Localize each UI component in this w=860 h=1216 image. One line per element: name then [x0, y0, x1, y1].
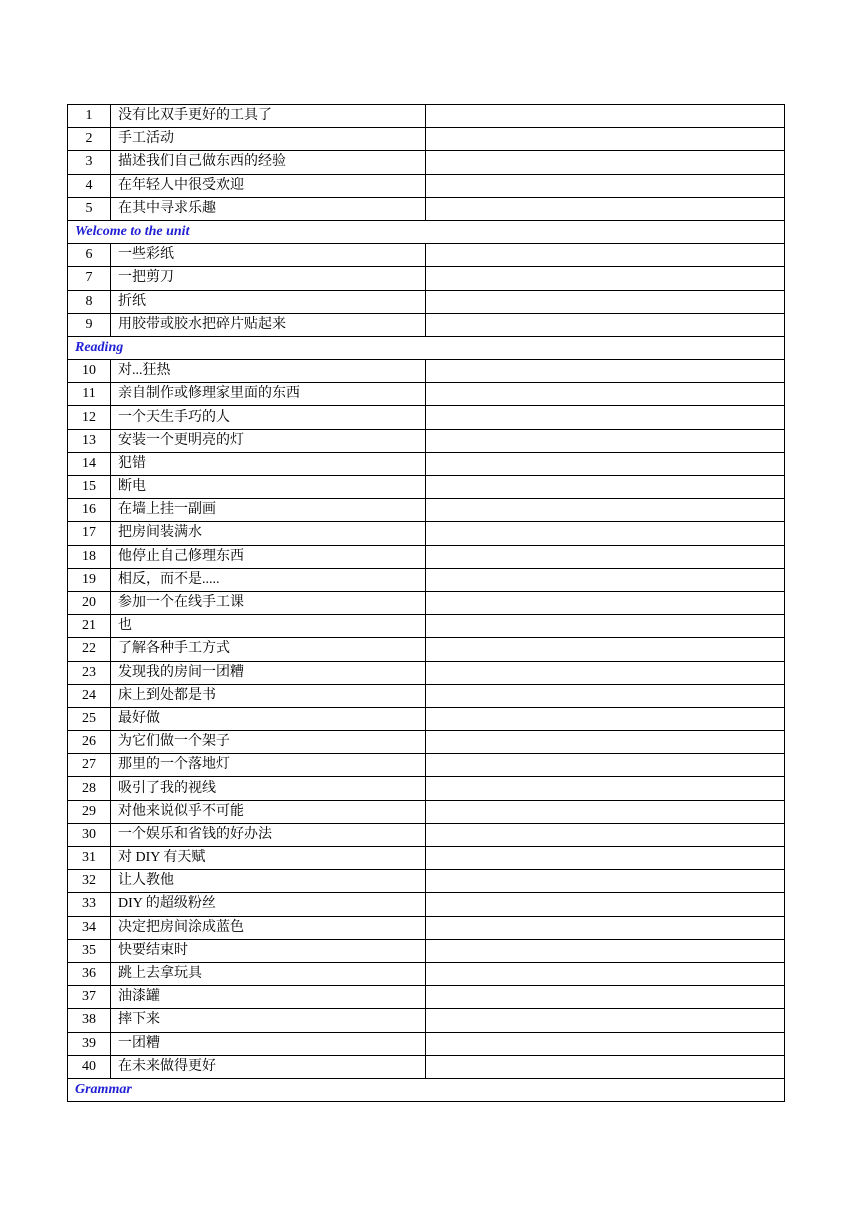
item-number: 9 [68, 313, 111, 336]
item-number: 31 [68, 847, 111, 870]
answer-blank-cell [426, 591, 785, 614]
item-number: 3 [68, 151, 111, 174]
item-number: 12 [68, 406, 111, 429]
answer-blank-cell [426, 244, 785, 267]
answer-blank-cell [426, 383, 785, 406]
table-row [68, 244, 785, 267]
answer-blank-cell [426, 290, 785, 313]
item-number: 29 [68, 800, 111, 823]
item-number: 4 [68, 174, 111, 197]
item-number: 17 [68, 522, 111, 545]
table-row [68, 105, 785, 128]
chinese-phrase: 犯错 [111, 452, 426, 475]
chinese-phrase: 跳上去拿玩具 [111, 962, 426, 985]
chinese-phrase: 参加一个在线手工课 [111, 591, 426, 614]
table-row [68, 916, 785, 939]
item-number: 36 [68, 962, 111, 985]
section-title: Welcome to the unit [68, 220, 785, 243]
answer-blank-cell [426, 1009, 785, 1032]
chinese-phrase: 用胶带或胶水把碎片贴起来 [111, 313, 426, 336]
section-header-row [68, 336, 785, 359]
item-number: 11 [68, 383, 111, 406]
chinese-phrase: 油漆罐 [111, 986, 426, 1009]
answer-blank-cell [426, 847, 785, 870]
section-header-row [68, 1078, 785, 1101]
chinese-phrase: 亲自制作或修理家里面的东西 [111, 383, 426, 406]
table-row [68, 383, 785, 406]
item-number: 26 [68, 731, 111, 754]
section-header-row [68, 220, 785, 243]
chinese-phrase: 一团糟 [111, 1032, 426, 1055]
table-row [68, 684, 785, 707]
table-row [68, 962, 785, 985]
table-row [68, 406, 785, 429]
chinese-phrase: 快要结束时 [111, 939, 426, 962]
answer-blank-cell [426, 568, 785, 591]
item-number: 5 [68, 197, 111, 220]
table-row [68, 638, 785, 661]
chinese-phrase: 在其中寻求乐趣 [111, 197, 426, 220]
chinese-phrase: 安装一个更明亮的灯 [111, 429, 426, 452]
chinese-phrase: 一个天生手巧的人 [111, 406, 426, 429]
table-row [68, 1032, 785, 1055]
table-row [68, 452, 785, 475]
table-row [68, 313, 785, 336]
answer-blank-cell [426, 823, 785, 846]
chinese-phrase: 把房间装满水 [111, 522, 426, 545]
item-number: 18 [68, 545, 111, 568]
chinese-phrase: 吸引了我的视线 [111, 777, 426, 800]
item-number: 39 [68, 1032, 111, 1055]
item-number: 34 [68, 916, 111, 939]
answer-blank-cell [426, 151, 785, 174]
item-number: 20 [68, 591, 111, 614]
answer-blank-cell [426, 731, 785, 754]
chinese-phrase: 决定把房间涂成蓝色 [111, 916, 426, 939]
table-row [68, 522, 785, 545]
answer-blank-cell [426, 754, 785, 777]
item-number: 1 [68, 105, 111, 128]
answer-blank-cell [426, 638, 785, 661]
chinese-phrase: 对 DIY 有天赋 [111, 847, 426, 870]
item-number: 37 [68, 986, 111, 1009]
table-row [68, 290, 785, 313]
table-row [68, 591, 785, 614]
item-number: 2 [68, 128, 111, 151]
chinese-phrase: 折纸 [111, 290, 426, 313]
table-row [68, 800, 785, 823]
table-row [68, 360, 785, 383]
answer-blank-cell [426, 522, 785, 545]
item-number: 35 [68, 939, 111, 962]
item-number: 10 [68, 360, 111, 383]
item-number: 28 [68, 777, 111, 800]
answer-blank-cell [426, 1055, 785, 1078]
table-row [68, 568, 785, 591]
chinese-phrase: 了解各种手工方式 [111, 638, 426, 661]
chinese-phrase: 他停止自己修理东西 [111, 545, 426, 568]
answer-blank-cell [426, 267, 785, 290]
item-number: 32 [68, 870, 111, 893]
answer-blank-cell [426, 661, 785, 684]
answer-blank-cell [426, 893, 785, 916]
chinese-phrase: 没有比双手更好的工具了 [111, 105, 426, 128]
table-row [68, 731, 785, 754]
answer-blank-cell [426, 545, 785, 568]
table-row [68, 893, 785, 916]
table-row [68, 707, 785, 730]
answer-blank-cell [426, 360, 785, 383]
chinese-phrase: 在年轻人中很受欢迎 [111, 174, 426, 197]
answer-blank-cell [426, 499, 785, 522]
table-row [68, 128, 785, 151]
table-row [68, 754, 785, 777]
table-row [68, 545, 785, 568]
item-number: 25 [68, 707, 111, 730]
item-number: 30 [68, 823, 111, 846]
answer-blank-cell [426, 1032, 785, 1055]
answer-blank-cell [426, 615, 785, 638]
answer-blank-cell [426, 313, 785, 336]
chinese-phrase: 一个娱乐和省钱的好办法 [111, 823, 426, 846]
table-row [68, 823, 785, 846]
item-number: 22 [68, 638, 111, 661]
vocabulary-table-body [68, 105, 785, 1102]
chinese-phrase: 相反，而不是..... [111, 568, 426, 591]
chinese-phrase: 为它们做一个架子 [111, 731, 426, 754]
table-row [68, 429, 785, 452]
item-number: 15 [68, 476, 111, 499]
chinese-phrase: 让人教他 [111, 870, 426, 893]
table-row [68, 847, 785, 870]
chinese-phrase: 床上到处都是书 [111, 684, 426, 707]
item-number: 27 [68, 754, 111, 777]
table-row [68, 499, 785, 522]
chinese-phrase: 在墙上挂一副画 [111, 499, 426, 522]
item-number: 16 [68, 499, 111, 522]
table-row [68, 476, 785, 499]
chinese-phrase: 断电 [111, 476, 426, 499]
chinese-phrase: 对他来说似乎不可能 [111, 800, 426, 823]
item-number: 19 [68, 568, 111, 591]
section-title: Grammar [68, 1078, 785, 1101]
chinese-phrase: 描述我们自己做东西的经验 [111, 151, 426, 174]
item-number: 33 [68, 893, 111, 916]
answer-blank-cell [426, 986, 785, 1009]
answer-blank-cell [426, 105, 785, 128]
answer-blank-cell [426, 174, 785, 197]
item-number: 40 [68, 1055, 111, 1078]
vocabulary-table [67, 104, 785, 1102]
table-row [68, 939, 785, 962]
answer-blank-cell [426, 429, 785, 452]
table-row [68, 267, 785, 290]
table-row [68, 777, 785, 800]
chinese-phrase: 对...狂热 [111, 360, 426, 383]
answer-blank-cell [426, 916, 785, 939]
chinese-phrase: 也 [111, 615, 426, 638]
chinese-phrase: 手工活动 [111, 128, 426, 151]
answer-blank-cell [426, 707, 785, 730]
answer-blank-cell [426, 684, 785, 707]
answer-blank-cell [426, 939, 785, 962]
item-number: 14 [68, 452, 111, 475]
item-number: 23 [68, 661, 111, 684]
chinese-phrase: 一些彩纸 [111, 244, 426, 267]
chinese-phrase: 那里的一个落地灯 [111, 754, 426, 777]
item-number: 24 [68, 684, 111, 707]
table-row [68, 174, 785, 197]
answer-blank-cell [426, 197, 785, 220]
section-title: Reading [68, 336, 785, 359]
answer-blank-cell [426, 406, 785, 429]
item-number: 13 [68, 429, 111, 452]
item-number: 38 [68, 1009, 111, 1032]
item-number: 21 [68, 615, 111, 638]
table-row [68, 151, 785, 174]
table-row [68, 661, 785, 684]
table-row [68, 1055, 785, 1078]
table-row [68, 1009, 785, 1032]
answer-blank-cell [426, 476, 785, 499]
chinese-phrase: 最好做 [111, 707, 426, 730]
chinese-phrase: 一把剪刀 [111, 267, 426, 290]
answer-blank-cell [426, 870, 785, 893]
chinese-phrase: DIY 的超级粉丝 [111, 893, 426, 916]
table-row [68, 615, 785, 638]
table-row [68, 197, 785, 220]
answer-blank-cell [426, 452, 785, 475]
chinese-phrase: 发现我的房间一团糟 [111, 661, 426, 684]
chinese-phrase: 摔下来 [111, 1009, 426, 1032]
table-row [68, 870, 785, 893]
item-number: 7 [68, 267, 111, 290]
answer-blank-cell [426, 128, 785, 151]
answer-blank-cell [426, 962, 785, 985]
answer-blank-cell [426, 800, 785, 823]
chinese-phrase: 在未来做得更好 [111, 1055, 426, 1078]
item-number: 6 [68, 244, 111, 267]
table-row [68, 986, 785, 1009]
answer-blank-cell [426, 777, 785, 800]
item-number: 8 [68, 290, 111, 313]
